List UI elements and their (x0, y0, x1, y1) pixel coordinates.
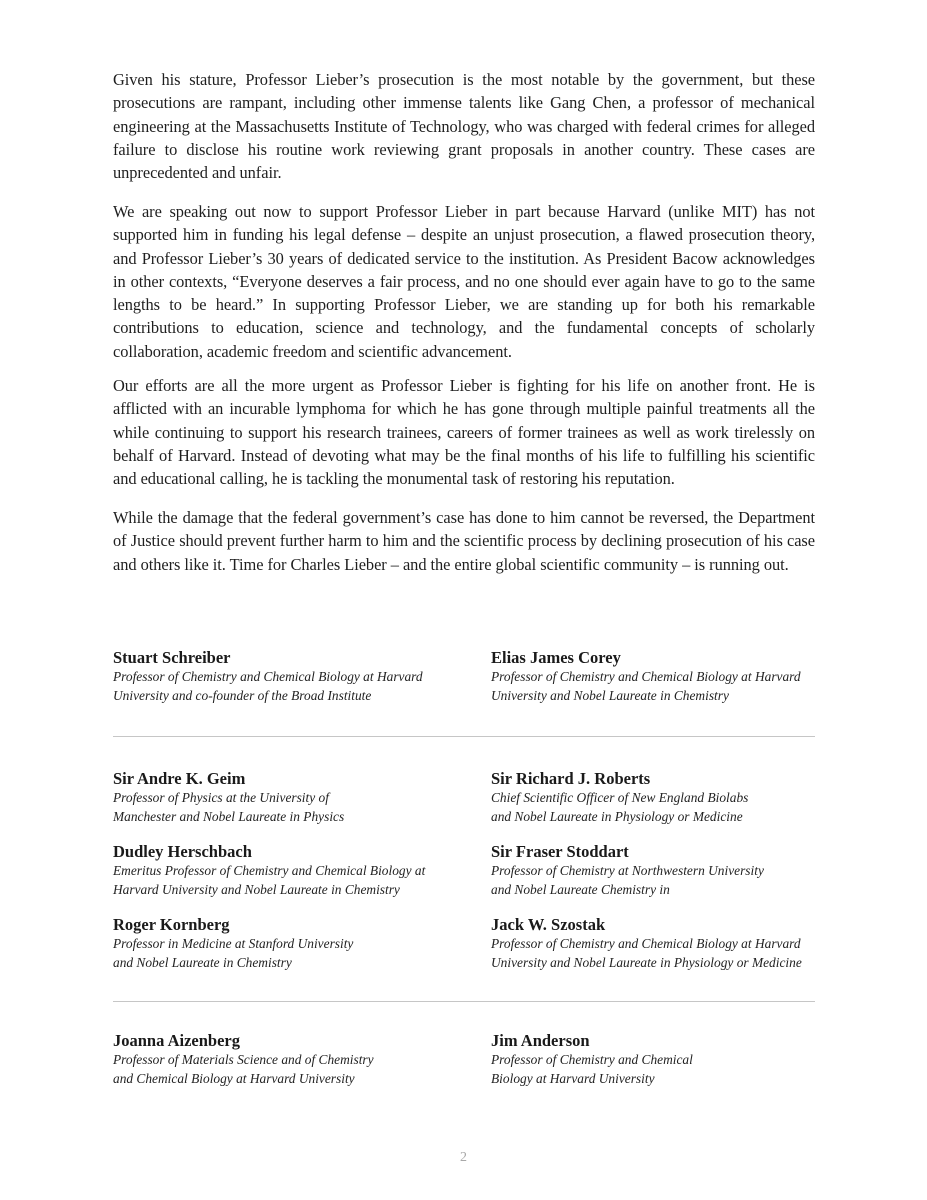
signatory-name: Sir Andre K. Geim (113, 769, 246, 788)
signatory-block (113, 915, 473, 972)
signatory-title: and Nobel Laureate Chemistry in (491, 881, 670, 897)
body-paragraph: Our efforts are all the more urgent as Professor Lieber is fighting for his life on another front. He is afflicted with an incurable lymphoma for which he has gone through multiple painful treatments all the while continuing to support his research trainees, careers of former trainees as well as work tirelessly on behalf of Harvard. Instead of devoting what may be the final months of his life to fulfilling his scientific and educational calling, he is tackling the monumental task of restoring his reputation. (113, 376, 815, 489)
signatory-title: and Nobel Laureate in Chemistry (113, 954, 292, 970)
signatory-title: and Nobel Laureate in Physiology or Medicine (491, 808, 743, 824)
signatory-block (113, 648, 473, 705)
body-paragraph: We are speaking out now to support Professor Lieber in part because Harvard (unlike MIT) has not supported him in funding his legal defense – despite an unjust prosecution, a flawed prosecution theory, and Professor Lieber’s 30 years of dedicated service to the institution. As President Bacow acknowledges in other contexts, “Everyone deserves a fair process, and no one should ever again have to go to the same lengths to be heard.” In supporting Professor Lieber, we are standing up for both his remarkable contributions to education, science and technology, and the fundamental concepts of scholarly collaboration, academic freedom and scientific advancement. (113, 202, 815, 361)
section-divider (113, 736, 815, 737)
body-paragraph: Given his stature, Professor Lieber’s prosecution is the most notable by the government, but these prosecutions are rampant, including other immense talents like Gang Chen, a professor of mechanical engineering at the Massachusetts Institute of Technology, who was charged with federal crimes for alleged failure to disclose his routine work reviewing grant proposals in another country. These cases are unprecedented and unfair. (113, 70, 815, 183)
signatory-title: Harvard University and Nobel Laureate in Chemistry (113, 881, 400, 897)
signatory-title: Professor of Chemistry and Chemical (491, 1052, 693, 1067)
signatory-block (113, 842, 473, 899)
signatory-title: Professor of Chemistry and Chemical Biology at Harvard (491, 936, 801, 951)
signatory-name: Jim Anderson (491, 1031, 590, 1050)
signatory-block (491, 915, 851, 972)
signatory-title: Professor of Chemistry and Chemical Biology at Harvard (113, 669, 423, 684)
signatory-name: Roger Kornberg (113, 915, 230, 934)
signatory-title: Professor of Chemistry at Northwestern University (491, 863, 764, 878)
signatory-block (491, 769, 851, 826)
signatory-block (491, 648, 851, 705)
signatory-title: Biology at Harvard University (491, 1070, 655, 1086)
signatory-title: Professor of Physics at the University of (113, 790, 329, 805)
signatory-title: Professor of Materials Science and of Chemistry (113, 1052, 374, 1067)
signatory-name: Dudley Herschbach (113, 842, 252, 861)
signatory-name: Joanna Aizenberg (113, 1031, 240, 1050)
signatory-block (491, 842, 851, 899)
section-divider (113, 1001, 815, 1002)
body-paragraph: While the damage that the federal government’s case has done to him cannot be reversed, the Department of Justice should prevent further harm to him and the scientific process by declining prosecution of his case and others like it. Time for Charles Lieber – and the entire global scientific community – is running out. (113, 508, 815, 574)
signatory-title: University and Nobel Laureate in Chemistry (491, 687, 729, 703)
signatory-name: Sir Richard J. Roberts (491, 769, 651, 788)
signatory-name: Sir Fraser Stoddart (491, 842, 629, 861)
signatory-title: Professor of Chemistry and Chemical Biology at Harvard (491, 669, 801, 684)
page-number: 2 (460, 1150, 467, 1165)
signatory-title: Chief Scientific Officer of New England Biolabs (491, 790, 749, 805)
signatory-name: Jack W. Szostak (491, 915, 606, 934)
signatory-title: and Chemical Biology at Harvard University (113, 1070, 355, 1086)
signatory-name: Elias James Corey (491, 648, 621, 667)
signatory-title: Manchester and Nobel Laureate in Physics (113, 808, 345, 824)
signatory-block (113, 769, 473, 826)
signatory-block (491, 1031, 851, 1088)
signatory-block (113, 1031, 473, 1088)
signatory-title: Emeritus Professor of Chemistry and Chemical Biology at (113, 863, 426, 878)
signatory-title: University and co-founder of the Broad Institute (113, 687, 372, 703)
signatory-name: Stuart Schreiber (113, 648, 231, 667)
signatory-title: University and Nobel Laureate in Physiology or Medicine (491, 954, 802, 970)
signatory-title: Professor in Medicine at Stanford University (113, 936, 354, 951)
